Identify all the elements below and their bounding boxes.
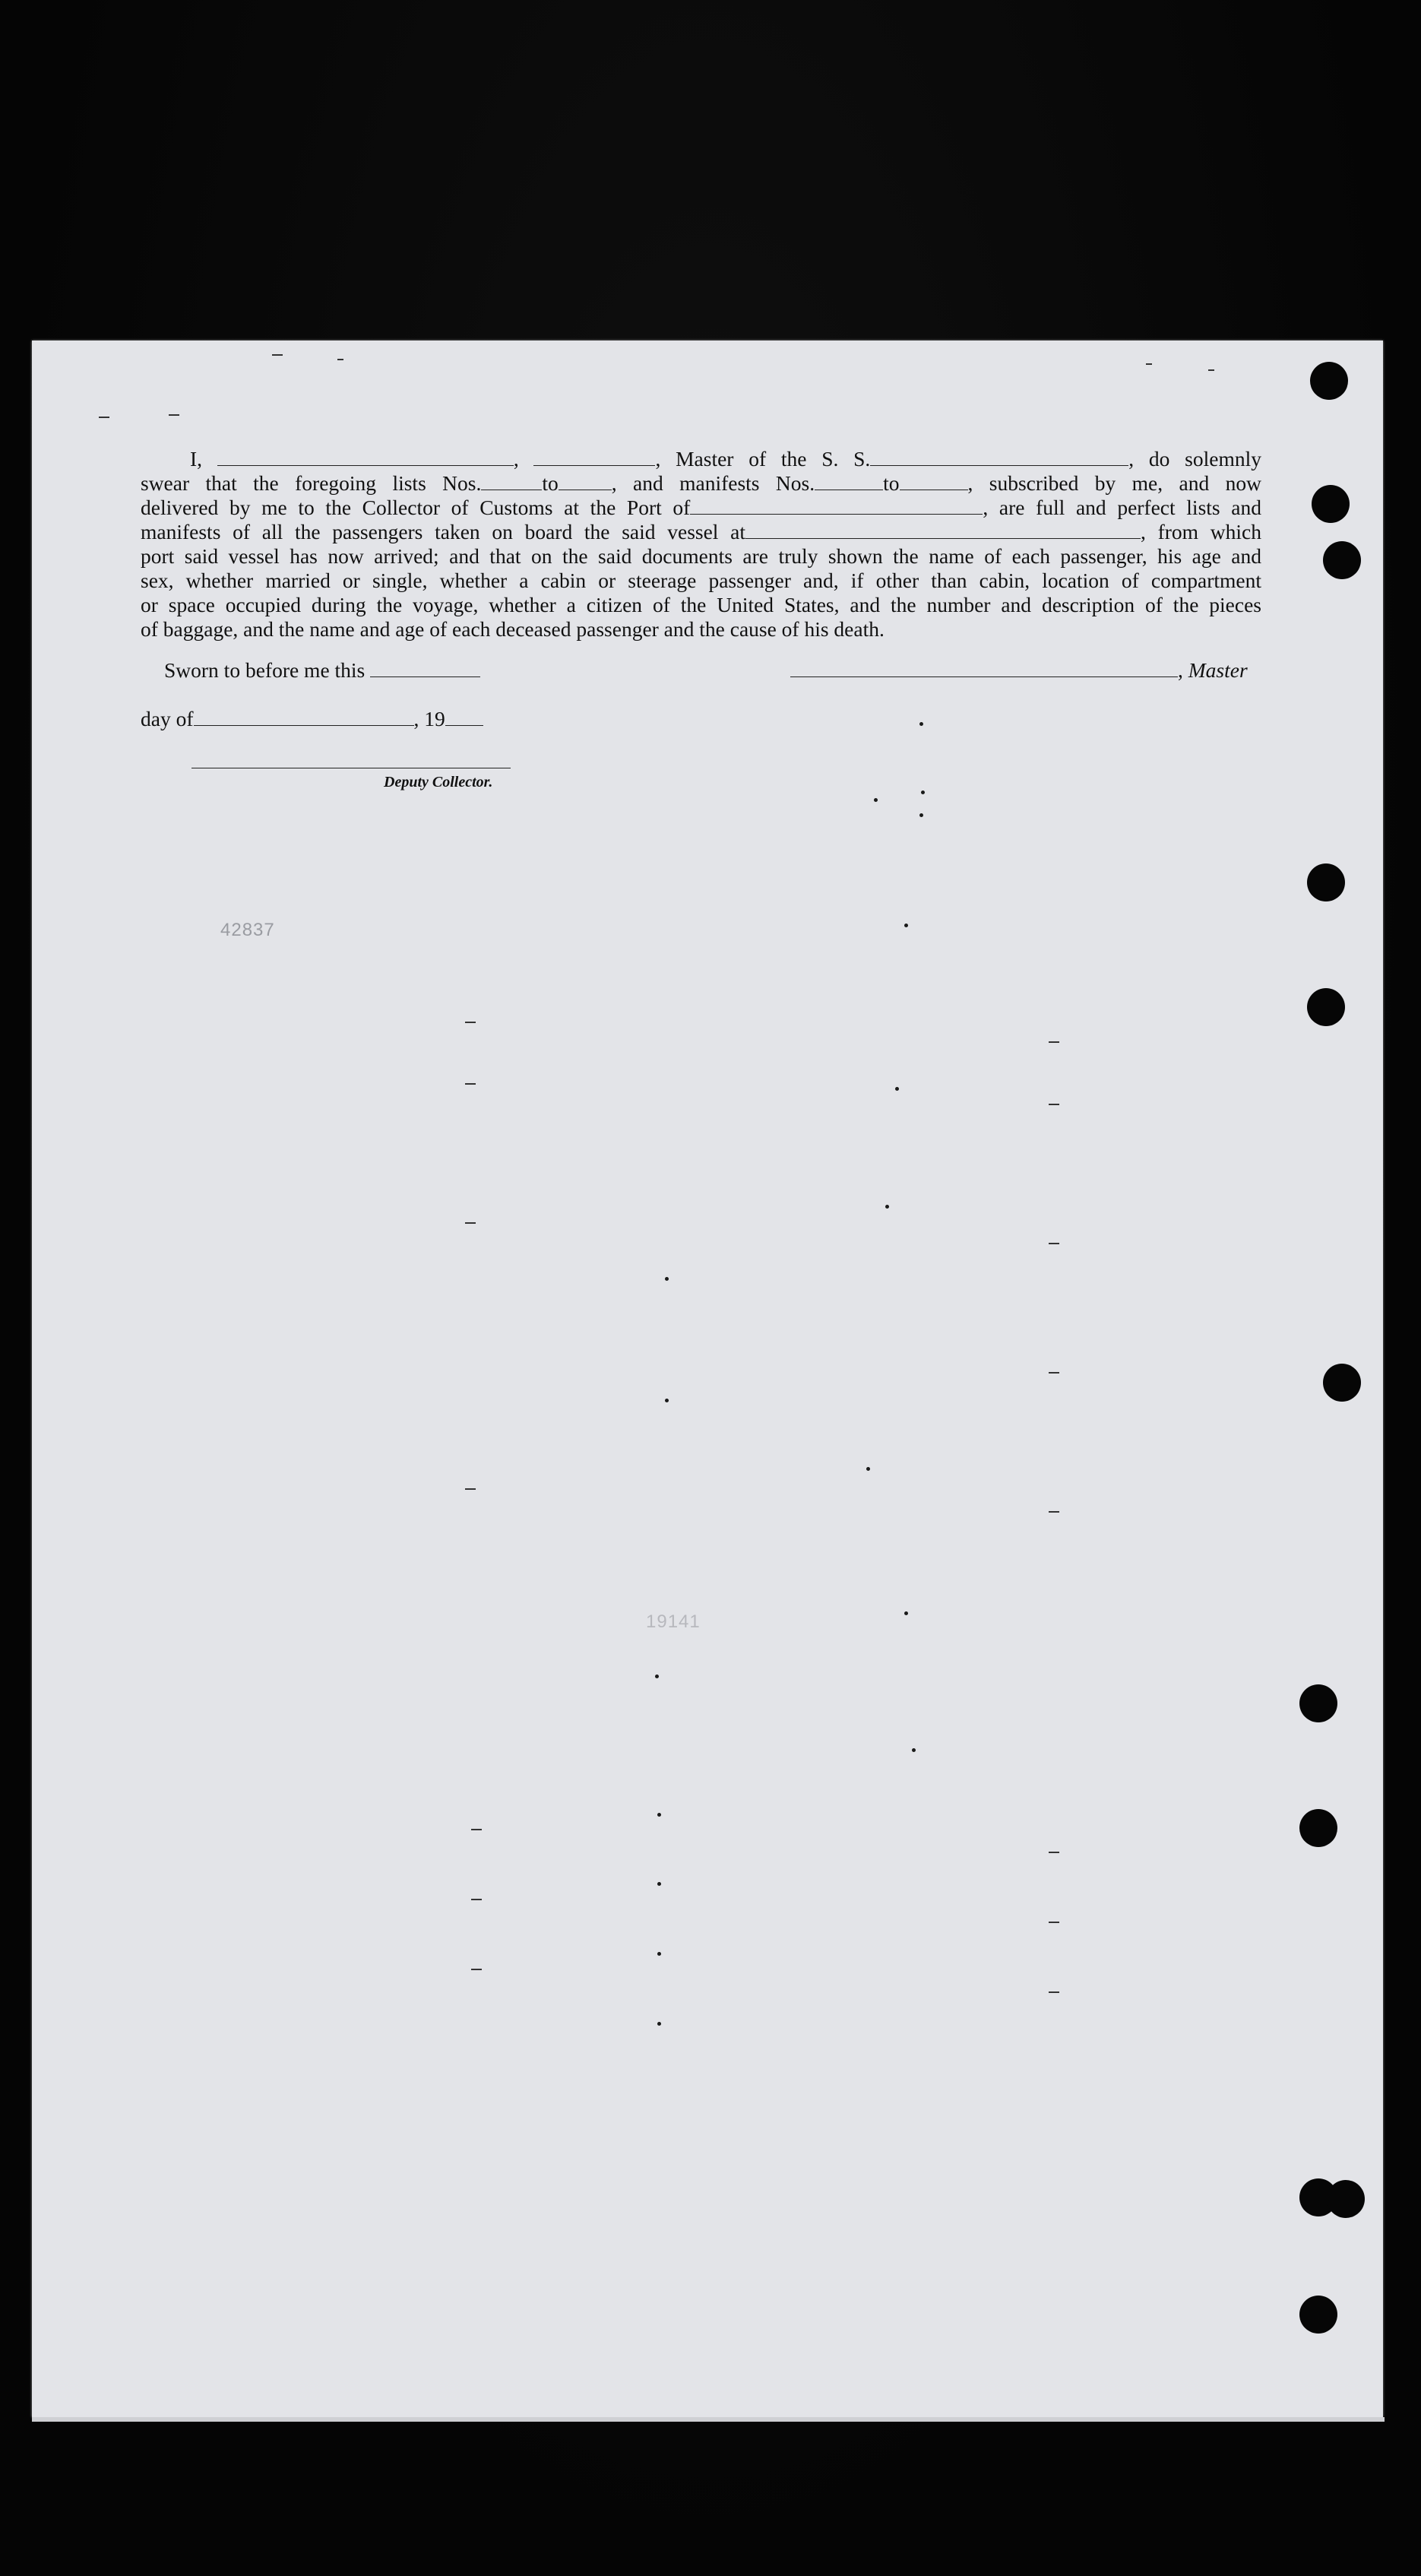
scan-speck (874, 798, 878, 802)
punch-hole (1299, 2296, 1337, 2334)
scan-mark (1049, 1041, 1059, 1043)
month-blank (194, 711, 414, 726)
oath-text: delivered by me to the Collector of Customs at the Port of (141, 496, 691, 519)
punch-hole (1307, 863, 1345, 901)
scan-mark (465, 1222, 476, 1224)
sworn-line (164, 658, 480, 683)
year-text: , 19 (413, 707, 445, 730)
oath-paragraph (141, 447, 1261, 642)
year-blank (445, 711, 483, 726)
scan-mark (169, 414, 179, 416)
name-blank-2 (533, 452, 655, 466)
scan-mark (272, 354, 283, 356)
sworn-text: Sworn to before me this (164, 658, 366, 682)
name-blank (217, 452, 514, 466)
oath-text: to (542, 471, 559, 495)
scan-mark (99, 417, 109, 418)
punch-hole (1323, 541, 1361, 579)
departure-port-blank (745, 524, 1141, 539)
scan-speck (904, 924, 908, 927)
punch-hole (1307, 988, 1345, 1026)
scan-mark (1146, 363, 1152, 365)
oath-text: swear that the foregoing lists Nos. (141, 471, 482, 495)
scan-mark (465, 1083, 476, 1085)
lists-to-blank (559, 476, 612, 490)
punch-hole (1327, 2180, 1365, 2218)
oath-text: I, (190, 447, 203, 471)
oath-text: , subscribed by me, and now (967, 471, 1261, 495)
scan-speck (919, 722, 923, 726)
scan-speck (657, 1813, 661, 1817)
scan-mark (1049, 1243, 1059, 1244)
scan-speck (895, 1087, 899, 1091)
oath-line-1 (141, 447, 1261, 471)
oath-line-6: sex, whether married or single, whether a cabin or steerage passenger and, if other than cabin, location of compartment (141, 569, 1261, 592)
deputy-collector-label: Deputy Collector. (384, 774, 493, 791)
day-of-text: day of (141, 707, 194, 730)
document-paper (32, 341, 1383, 2417)
scan-mark (337, 359, 343, 360)
port-blank (690, 500, 983, 515)
oath-text: , and manifests Nos. (611, 471, 815, 495)
oath-line-3 (141, 496, 1261, 520)
day-of-line (141, 707, 483, 731)
scan-speck (921, 791, 925, 794)
scan-mark (1049, 1922, 1059, 1923)
scan-mark (471, 1829, 482, 1830)
oath-text: to (883, 471, 900, 495)
lists-from-blank (481, 476, 542, 490)
scan-speck (919, 813, 923, 817)
oath-text: , from which (1141, 520, 1261, 543)
oath-text: manifests of all the passengers taken on board the said vessel at (141, 520, 746, 543)
scan-mark (1049, 1511, 1059, 1513)
scan-speck (657, 1882, 661, 1886)
oath-text: , are full and perfect lists and (983, 496, 1261, 519)
master-signature-blank (790, 663, 1178, 677)
oath-line-5: port said vessel has now arrived; and that on the said documents are truly shown the name of each passenger, his age and (141, 544, 1261, 568)
scan-speck (657, 1952, 661, 1956)
faint-stamp: 42837 (220, 920, 275, 940)
oath-text: , do solemnly (1128, 447, 1262, 471)
ship-name-blank (870, 452, 1128, 466)
scan-mark (1049, 1852, 1059, 1853)
scan-mark (471, 1969, 482, 1970)
scan-mark (471, 1899, 482, 1900)
punch-hole (1299, 1809, 1337, 1847)
oath-line-2 (141, 471, 1261, 496)
oath-line-7: or space occupied during the voyage, whether a citizen of the United States, and the number and description of the pieces (141, 593, 1261, 616)
oath-line-4 (141, 520, 1261, 544)
scan-mark (465, 1488, 476, 1490)
scan-speck (665, 1277, 669, 1281)
scan-mark (1049, 1104, 1059, 1105)
paper-edge (32, 2417, 1385, 2422)
master-separator: , (1178, 658, 1183, 682)
scan-speck (866, 1467, 870, 1471)
master-label: Master (1188, 658, 1248, 682)
punch-hole (1312, 485, 1350, 523)
punch-hole (1323, 1364, 1361, 1402)
scan-speck (912, 1748, 916, 1752)
oath-text: , Master of the S. S. (655, 447, 871, 471)
punch-hole (1299, 1684, 1337, 1722)
scan-mark (1208, 369, 1214, 371)
sworn-day-blank (370, 663, 480, 677)
scan-speck (885, 1205, 889, 1209)
scan-mark (1049, 1991, 1059, 1993)
scan-speck (655, 1675, 659, 1678)
manifests-from-blank (815, 476, 883, 490)
scan-mark (465, 1022, 476, 1023)
oath-text: , (513, 447, 519, 471)
manifests-to-blank (900, 476, 968, 490)
master-signature-line (790, 658, 1248, 683)
faint-mark: 19141 (646, 1611, 701, 1632)
oath-line-8: of baggage, and the name and age of each deceased passenger and the cause of his death. (141, 617, 885, 641)
scan-speck (657, 2022, 661, 2026)
punch-hole (1310, 362, 1348, 400)
scan-mark (1049, 1372, 1059, 1374)
scan-speck (904, 1611, 908, 1615)
scan-speck (665, 1399, 669, 1402)
